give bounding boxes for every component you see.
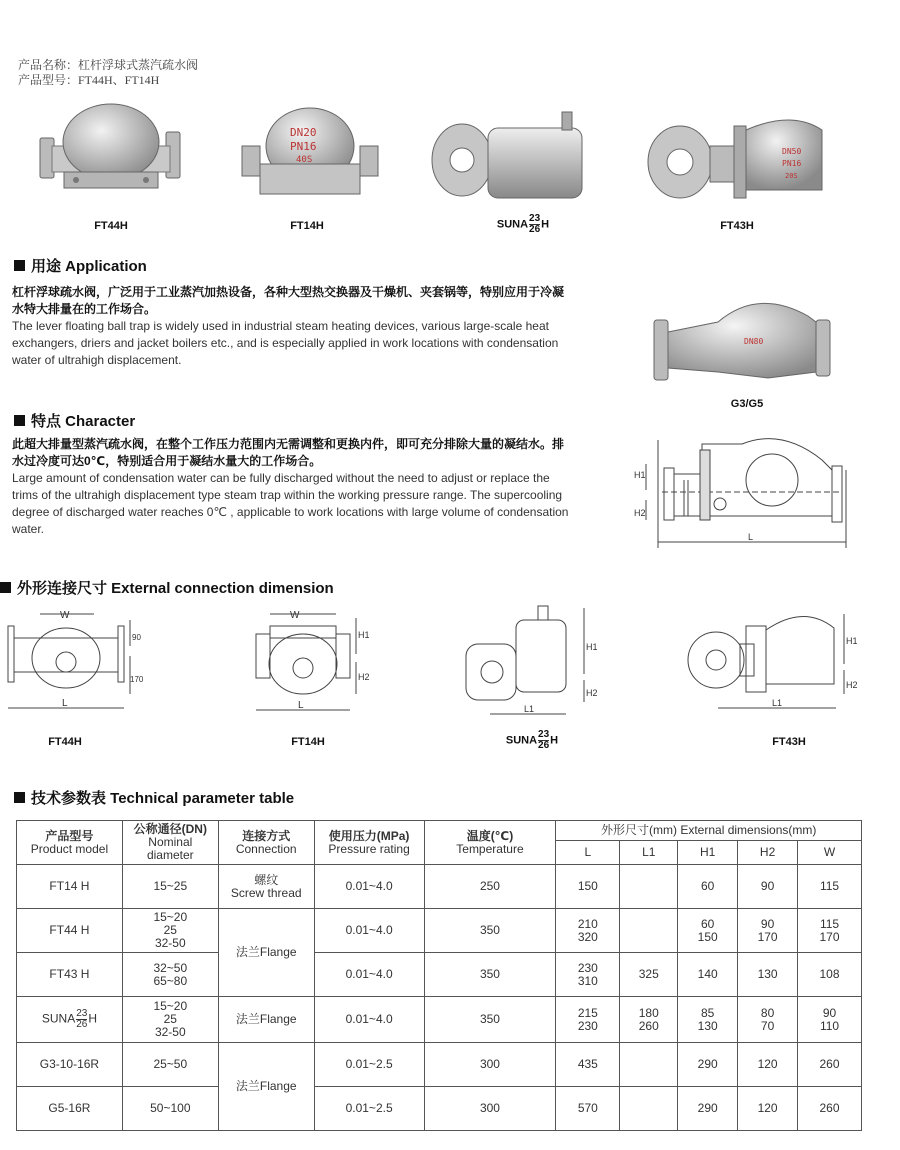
table-cell: 230 310	[556, 953, 620, 997]
table-row	[17, 909, 862, 953]
th-pressure: 使用压力(MPa) Pressure rating	[314, 821, 424, 865]
table-cell: 90 170	[738, 909, 798, 953]
photo-ft14h	[240, 102, 380, 200]
th-temp: 温度(℃) Temperature	[424, 821, 556, 865]
th-l: L	[556, 841, 620, 865]
flange-cell-b: 法兰Flange	[218, 1043, 314, 1131]
table-cell	[620, 1087, 678, 1131]
svg-text:DN80: DN80	[744, 337, 764, 346]
th-external: 外形尺寸(mm) External dimensions(mm)	[556, 821, 862, 841]
table-cell: 80 70	[738, 997, 798, 1043]
table-cell: 0.01~4.0	[314, 953, 424, 997]
photo-ft44h	[36, 100, 186, 200]
table-row	[17, 1087, 862, 1131]
ft43h-h2-label: H2	[846, 680, 858, 690]
table-cell	[620, 865, 678, 909]
svg-text:DN20: DN20	[290, 126, 317, 139]
product-model-line: 产品型号：FT44H、FT14H	[18, 73, 160, 87]
th-model: 产品型号 Product model	[17, 821, 123, 865]
table-cell: SUNA $\frac{23}{26}$ H	[17, 997, 123, 1043]
table-cell: 108	[798, 953, 862, 997]
table-cell: G3-10-16R	[17, 1043, 123, 1087]
photo-g3g5	[648, 292, 838, 388]
svg-text:20S: 20S	[785, 172, 798, 180]
table-cell: 290	[678, 1087, 738, 1131]
caption-ft44h: FT44H	[94, 220, 128, 232]
ft14h-h2-label: H2	[358, 672, 370, 682]
table-cell: 25~50	[122, 1043, 218, 1087]
table-cell: 115 170	[798, 909, 862, 953]
th-conn: 连接方式 Connection	[218, 821, 314, 865]
svg-text:PN16: PN16	[290, 140, 317, 153]
table-cell: 350	[424, 909, 556, 953]
table-cell: FT43 H	[17, 953, 123, 997]
table-cell: 250	[424, 865, 556, 909]
table-cell: 0.01~2.5	[314, 1087, 424, 1131]
table-cell: 130	[738, 953, 798, 997]
character-text: 此超大排量型蒸汽疏水阀，在整个工作压力范围内无需调整和更换内件，即可充分排除大量的凝结水。排水过冷度可达0℃，特别适合用于凝结水量大的工作场合。 Large amount of condensation water can be fully discharged without the need to adjust or replace the trims of the ultrahigh displacement type steam trap within the working pressure range. The supercooling degree of discharged water reaches 0℃ , applicable to work locations with large volume of condensation water.	[12, 437, 569, 536]
photo-ft43h	[642, 110, 832, 206]
table-cell: 350	[424, 997, 556, 1043]
dim-caption-ft44h: FT44H	[48, 736, 82, 748]
table-cell: 90 110	[798, 997, 862, 1043]
table-cell: 90	[738, 865, 798, 909]
table-cell: 法兰Flange	[218, 997, 314, 1043]
table-row	[17, 865, 862, 909]
character-heading: 特点 Character	[14, 410, 135, 431]
table-cell: G5-16R	[17, 1087, 123, 1131]
table-cell: 15~20 25 32-50	[122, 997, 218, 1043]
table-cell: 60 150	[678, 909, 738, 953]
ft43h-h1-label: H1	[846, 636, 858, 646]
table-cell: 260	[798, 1043, 862, 1087]
table-cell: 120	[738, 1087, 798, 1131]
photo-suna	[424, 104, 594, 204]
th-w: W	[798, 841, 862, 865]
product-name-line: 产品名称：杠杆浮球式蒸汽疏水阀	[18, 58, 199, 72]
table-cell: 0.01~4.0	[314, 865, 424, 909]
ft14h-w-label: W	[290, 610, 300, 621]
ft14h-h1-label: H1	[358, 630, 370, 640]
table-cell: 300	[424, 1087, 556, 1131]
table-row	[17, 1043, 862, 1087]
table-cell: 325	[620, 953, 678, 997]
table-cell: 150	[556, 865, 620, 909]
table-cell: 300	[424, 1043, 556, 1087]
ft44h-l-label: L	[62, 698, 68, 709]
ft44h-170-label: 170	[130, 675, 144, 684]
svg-text:PN16: PN16	[782, 159, 802, 168]
table-cell: 15~20 25 32-50	[122, 909, 218, 953]
dim-caption-ft43h: FT43H	[772, 736, 806, 748]
table-cell	[620, 1043, 678, 1087]
section-l-label: L	[748, 532, 754, 542]
section-h1-label: H1	[634, 470, 646, 480]
th-l1: L1	[620, 841, 678, 865]
ft43h-l1-label: L1	[772, 698, 783, 708]
table-cell: 32~50 65~80	[122, 953, 218, 997]
ft44h-w-label: W	[60, 610, 70, 621]
table-cell: 140	[678, 953, 738, 997]
ft14h-l-label: L	[298, 700, 304, 711]
svg-text:40S: 40S	[296, 155, 313, 165]
table-cell: 0.01~2.5	[314, 1043, 424, 1087]
table-cell: 350	[424, 953, 556, 997]
th-h2: H2	[738, 841, 798, 865]
table-cell: FT14 H	[17, 865, 123, 909]
table-cell: FT44 H	[17, 909, 123, 953]
suna-l1-label: L1	[524, 704, 535, 714]
caption-ft14h: FT14H	[290, 220, 324, 232]
caption-g3g5: G3/G5	[730, 398, 764, 410]
application-heading: 用途 Application	[14, 255, 147, 276]
external-heading: 外形连接尺寸 External connection dimension	[0, 577, 334, 598]
table-cell: 60	[678, 865, 738, 909]
dim-suna	[460, 604, 596, 722]
suna-h2-label: H2	[586, 688, 598, 698]
ft44h-90-label: 90	[132, 633, 141, 642]
dim-ft43h	[684, 604, 860, 716]
dim-caption-ft14h: FT14H	[291, 736, 325, 748]
table-cell: 85 130	[678, 997, 738, 1043]
caption-suna: SUNA $\frac{23}{26}$ H	[496, 213, 550, 235]
table-heading: 技术参数表 Technical parameter table	[14, 787, 294, 808]
th-h1: H1	[678, 841, 738, 865]
caption-ft43h: FT43H	[720, 220, 754, 232]
dim-ft44h	[4, 606, 144, 718]
table-row	[17, 997, 862, 1043]
svg-text:DN50: DN50	[782, 147, 802, 156]
table-cell: 215 230	[556, 997, 620, 1043]
table-cell: 180 260	[620, 997, 678, 1043]
table-cell: 210 320	[556, 909, 620, 953]
dim-caption-suna: SUNA $\frac{23}{26}$ H	[505, 729, 559, 751]
flange-cell-a: 法兰Flange	[218, 909, 314, 997]
table-cell: 50~100	[122, 1087, 218, 1131]
th-dn: 公称通径(DN) Nominal diameter	[122, 821, 218, 865]
table-cell: 570	[556, 1087, 620, 1131]
dim-ft14h	[252, 606, 368, 718]
table-cell: 435	[556, 1043, 620, 1087]
table-cell: 0.01~4.0	[314, 997, 424, 1043]
table-cell: 15~25	[122, 865, 218, 909]
table-cell: 260	[798, 1087, 862, 1131]
table-cell: 290	[678, 1043, 738, 1087]
table-cell: 螺纹 Screw thread	[218, 865, 314, 909]
table-cell	[620, 909, 678, 953]
table-row	[17, 953, 862, 997]
section-h2-label: H2	[634, 508, 646, 518]
application-text: 杠杆浮球疏水阀，广泛用于工业蒸汽加热设备，各种大型热交换器及干燥机、夹套锅等，特别应用于冷凝水特大排量在的工作场合。 The lever floating ball trap is widely used in industrial steam heating devices, various large-scale heat exchangers, driers and jacket boilers etc., and is especially applied in work locations with condensation water of ultrahigh displacement.	[12, 285, 565, 367]
table-cell: 120	[738, 1043, 798, 1087]
table-cell: 115	[798, 865, 862, 909]
suna-h1-label: H1	[586, 642, 598, 652]
section-drawing	[632, 430, 852, 550]
technical-parameter-table	[16, 820, 862, 1131]
table-cell: 0.01~4.0	[314, 909, 424, 953]
